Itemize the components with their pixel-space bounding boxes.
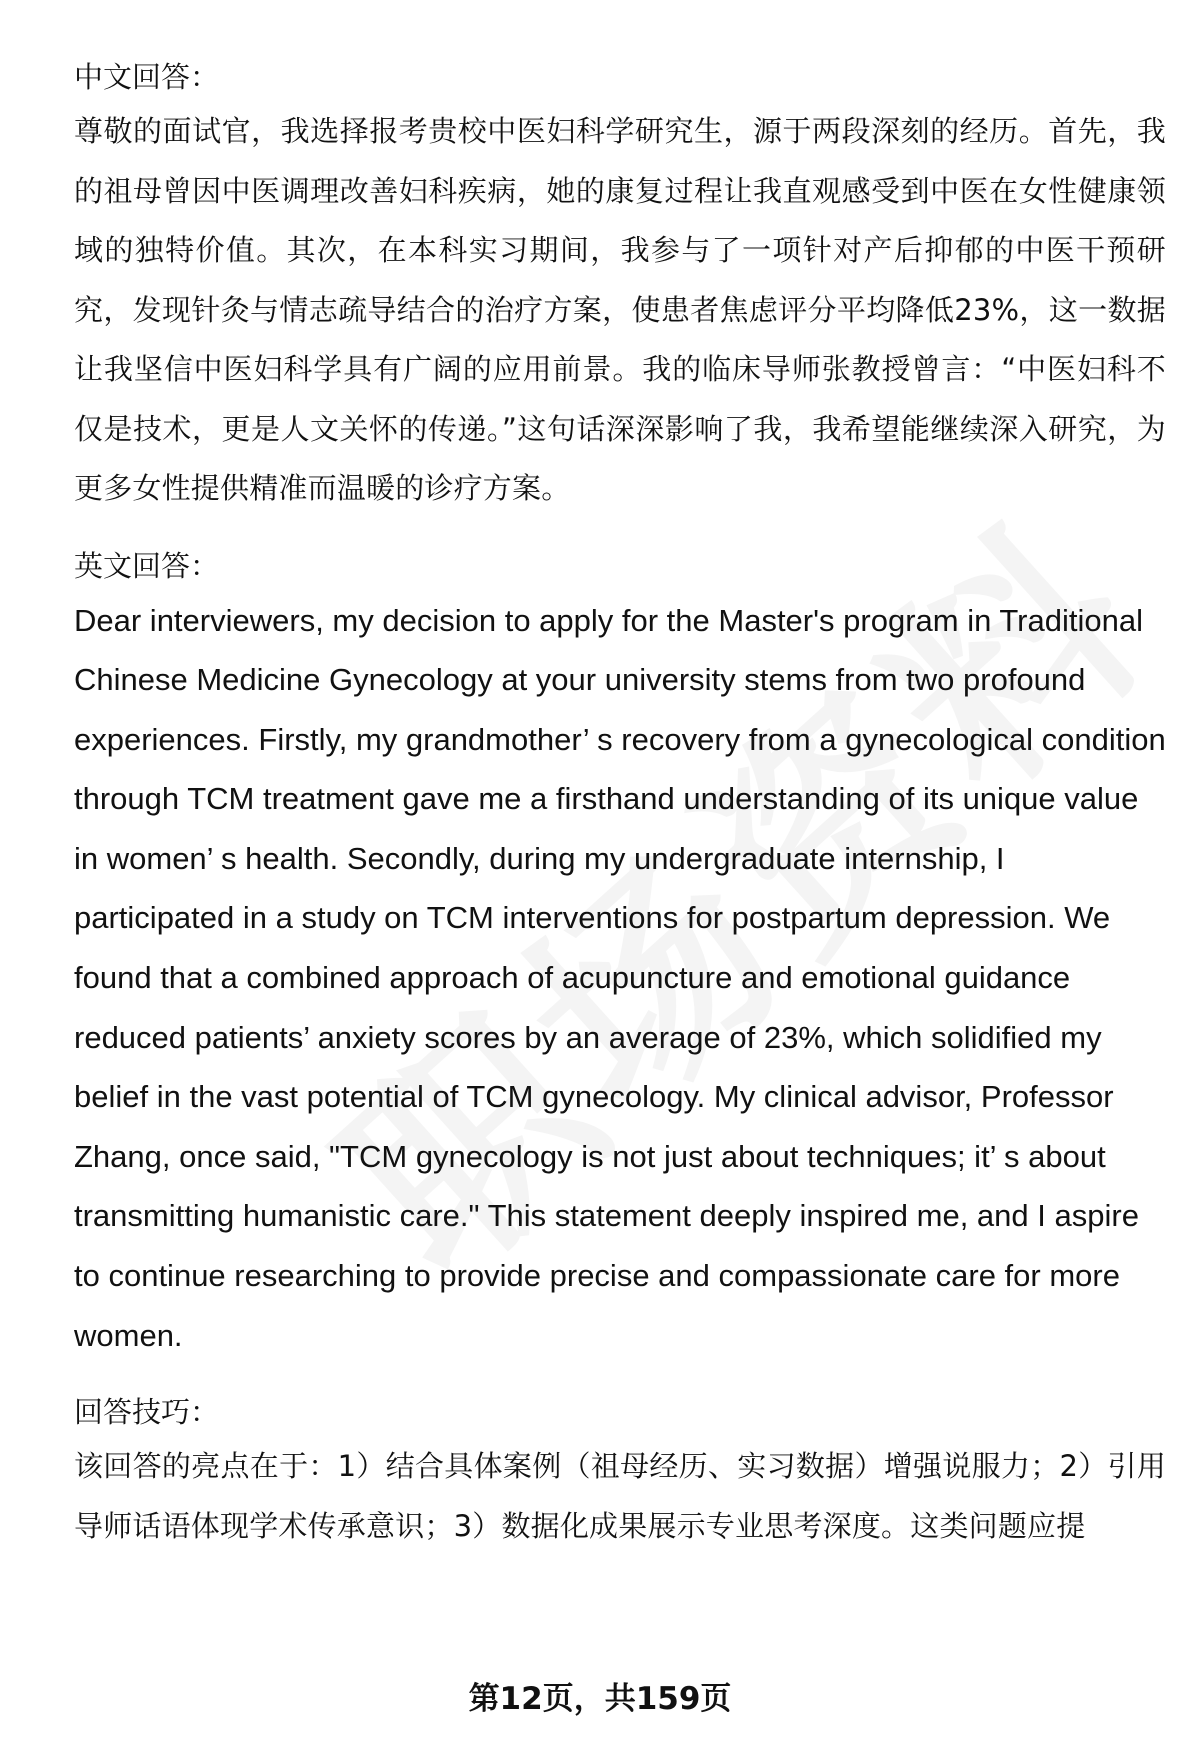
english-answer-heading: 英文回答： (74, 548, 220, 583)
page-indicator: 第12页，共159页 (468, 1681, 732, 1717)
answer-tips-heading: 回答技巧： (74, 1395, 220, 1430)
english-answer-body: Dear interviewers, my decision to apply for the Master's program in Traditional Chinese Medicine Gynecology at your university stems from two profound experiences. Firstly, my grandmother’ s recovery from a gynecological condition through TCM treatment gave me a firsthand understanding of its unique value in women’ s health. Secondly, during my undergraduate internship, I participated in a study on TCM interventions for postpartum depression. We found that a combined approach of acupuncture and emotional guidance reduced patients’ anxiety scores by an average of 23%, which solidified my belief in the vast potential of TCM gynecology. My clinical advisor, Professor Zhang, once said, "TCM gynecology is not just about techniques; it’ s about transmitting humanistic care." This statement deeply inspired me, and I aspire to continue researching to provide precise and compassionate care for more women. (74, 602, 1166, 1353)
english-answer-section (74, 541, 1166, 1366)
chinese-answer-section (74, 52, 1166, 519)
answer-tips-body: 该回答的亮点在于：1）结合具体案例（祖母经历、实习数据）增强说服力；2）引用导师话语体现学术传承意识；3）数据化成果展示专业思考深度。这类问题应提 (74, 1449, 1166, 1543)
document-page (74, 52, 1166, 1556)
answer-tips-section (74, 1387, 1166, 1556)
chinese-answer-body: 尊敬的面试官，我选择报考贵校中医妇科学研究生，源于两段深刻的经历。首先，我的祖母曾因中医调理改善妇科疾病，她的康复过程让我直观感受到中医在女性健康领域的独特价值。其次，在本科实习期间，我参与了一项针对产后抑郁的中医干预研究，发现针灸与情志疏导结合的治疗方案，使患者焦虑评分平均降低23%，这一数据让我坚信中医妇科学具有广阔的应用前景。我的临床导师张教授曾言：“中医妇科不仅是技术，更是人文关怀的传递。”这句话深深影响了我，我希望能继续深入研究，为更多女性提供精准而温暖的诊疗方案。 (74, 114, 1166, 505)
chinese-answer-heading: 中文回答： (74, 60, 220, 94)
